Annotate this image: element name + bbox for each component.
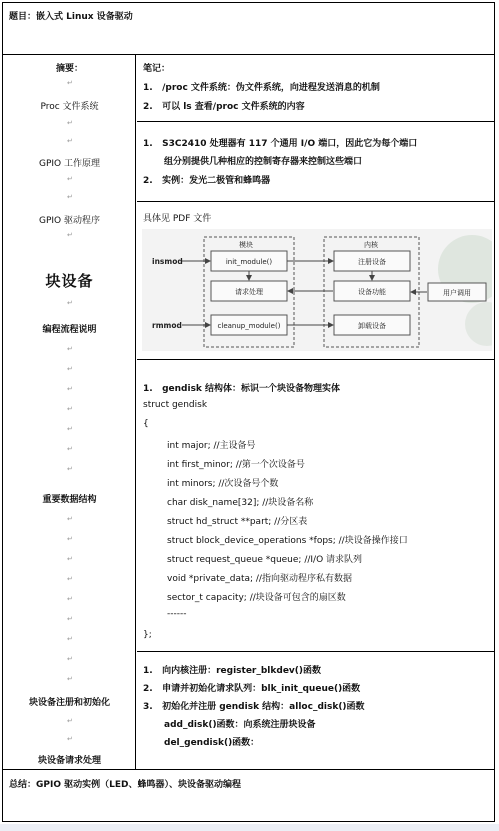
- brace-close: };: [143, 630, 152, 640]
- module-title: 模块: [239, 241, 253, 249]
- label-request-handling: 块设备请求处理: [37, 756, 101, 766]
- register-item-1: 1. 向内核注册：register_blkdev()函数: [143, 666, 322, 676]
- paragraph-mark: ↵: [67, 555, 73, 563]
- watermark-logo: [465, 302, 492, 346]
- field-ellipsis: ------: [167, 609, 187, 619]
- field-private-data: void *private_data; //指向驱动程序私有数据: [167, 574, 352, 584]
- gpio-item-1-text: S3C2410 处理器有 117 个通用 I/O 端口，因此它为每个端口: [162, 139, 418, 149]
- summary-row: [3, 769, 494, 821]
- window-bottom-strip: [0, 824, 499, 831]
- proc-item-2-text: 可以 ls 查看/proc 文件系统的内容: [162, 102, 305, 112]
- paragraph-mark: ↵: [67, 231, 73, 239]
- title-row: [3, 3, 494, 55]
- document-title: 题目：嵌入式 Linux 设备驱动: [9, 12, 133, 22]
- paragraph-mark: ↵: [67, 535, 73, 543]
- request-proc-label: 请求处理: [235, 288, 263, 296]
- paragraph-mark: ↵: [67, 675, 73, 683]
- label-key-struct: 重要数据结构: [42, 495, 97, 505]
- paragraph-mark: ↵: [67, 717, 73, 725]
- paragraph-mark: ↵: [67, 137, 73, 145]
- rmmod-label: rmmod: [152, 321, 182, 330]
- paragraph-mark: ↵: [67, 193, 73, 201]
- paragraph-mark: ↵: [67, 119, 73, 127]
- driver-reference: 具体见 PDF 文件: [143, 214, 212, 224]
- insmod-label: insmod: [152, 257, 183, 266]
- divider: [137, 121, 494, 122]
- paragraph-mark: ↵: [67, 655, 73, 663]
- gendisk-item-text: gendisk 结构体：标识一个块设备物理实体: [162, 384, 341, 394]
- field-minors: int minors; //次设备号个数: [167, 479, 279, 489]
- label-proc-fs: Proc 文件系统: [40, 102, 99, 112]
- label-gpio-principle: GPIO 工作原理: [38, 159, 100, 169]
- field-part: struct hd_struct **part; //分区表: [167, 517, 308, 527]
- gpio-item-1-cont: 组分别提供几种相应的控制寄存器来控制这些端口: [164, 157, 363, 167]
- field-disk-name: char disk_name[32]; //块设备名称: [167, 498, 314, 508]
- module-diagram: [142, 229, 492, 351]
- register-item-2: 2. 申请并初始化请求队列：blk_init_queue()函数: [143, 684, 361, 694]
- register-dev-label: 注册设备: [358, 258, 386, 266]
- register-item-3: 3. 初始化并注册 gendisk 结构：alloc_disk()函数: [143, 702, 365, 712]
- paragraph-mark: ↵: [67, 735, 73, 743]
- gpio-item-2-text: 实例：发光二极管和蜂鸣器: [162, 176, 271, 186]
- paragraph-mark: ↵: [67, 465, 73, 473]
- field-capacity: sector_t capacity; //块设备可包含的扇区数: [167, 593, 346, 603]
- label-register-init: 块设备注册和初始化: [28, 698, 110, 708]
- struct-open: struct gendisk: [143, 400, 208, 410]
- paragraph-mark: ↵: [67, 425, 73, 433]
- gpio-item-2: 2. 实例：发光二极管和蜂鸣器: [143, 176, 271, 186]
- label-gpio-driver: GPIO 驱动程序: [38, 216, 100, 226]
- paragraph-mark: ↵: [67, 385, 73, 393]
- brace-open: {: [143, 419, 149, 429]
- paragraph-mark: ↵: [67, 615, 73, 623]
- proc-item-1: 1. /proc 文件系统：伪文件系统，向进程发送消息的机制: [143, 83, 380, 93]
- field-major: int major; //主设备号: [167, 441, 256, 451]
- paragraph-mark: ↵: [67, 575, 73, 583]
- proc-item-1-text: /proc 文件系统：伪文件系统，向进程发送消息的机制: [162, 83, 380, 93]
- gpio-item-1: 1. S3C2410 处理器有 117 个通用 I/O 端口，因此它为每个端口: [143, 139, 418, 149]
- cleanup-module-label: cleanup_module(): [217, 322, 281, 330]
- user-call-label: 用户调用: [443, 289, 471, 297]
- field-first-minor: int first_minor; //第一个次设备号: [167, 460, 305, 470]
- label-programming-flow: 编程流程说明: [42, 325, 97, 335]
- unload-dev-label: 卸载设备: [358, 322, 386, 330]
- label-block-device: 块设备: [45, 272, 94, 290]
- gendisk-item: 1. gendisk 结构体：标识一个块设备物理实体: [143, 384, 341, 394]
- paragraph-mark: ↵: [67, 595, 73, 603]
- paragraph-mark: ↵: [67, 405, 73, 413]
- topic-column: [3, 55, 136, 769]
- register-subitem-2: del_gendisk()函数：: [164, 738, 260, 748]
- register-item-2-text: 申请并初始化请求队列：blk_init_queue()函数: [162, 684, 361, 694]
- paragraph-mark: ↵: [67, 79, 73, 87]
- paragraph-mark: ↵: [67, 345, 73, 353]
- paragraph-mark: ↵: [67, 365, 73, 373]
- paragraph-mark: ↵: [67, 445, 73, 453]
- dev-func-label: 设备功能: [358, 288, 386, 296]
- register-item-3-text: 初始化并注册 gendisk 结构：alloc_disk()函数: [162, 702, 365, 712]
- notes-column: [137, 55, 494, 769]
- kernel-title: 内核: [364, 241, 378, 249]
- paragraph-mark: ↵: [67, 515, 73, 523]
- proc-item-2: 2. 可以 ls 查看/proc 文件系统的内容: [143, 102, 305, 112]
- paragraph-mark: ↵: [67, 635, 73, 643]
- notes-table: [2, 2, 495, 822]
- paragraph-mark: ↵: [67, 299, 73, 307]
- notes-heading: 笔记：: [143, 64, 171, 74]
- summary-text: 总结：GPIO 驱动实例（LED、蜂鸣器）、块设备驱动编程: [9, 780, 241, 790]
- field-fops: struct block_device_operations *fops; //块设备操作接口: [167, 536, 408, 546]
- module-diagram-svg: [142, 229, 492, 351]
- divider: [137, 201, 494, 202]
- divider: [137, 359, 494, 360]
- label-summary: 摘要：: [55, 64, 83, 74]
- register-item-1-text: 向内核注册：register_blkdev()函数: [162, 666, 322, 676]
- register-subitem-1: add_disk()函数：向系统注册块设备: [164, 720, 316, 730]
- divider: [137, 651, 494, 652]
- init-module-label: init_module(): [225, 258, 273, 266]
- paragraph-mark: ↵: [67, 175, 73, 183]
- field-queue: struct request_queue *queue; //I/O 请求队列: [167, 555, 363, 565]
